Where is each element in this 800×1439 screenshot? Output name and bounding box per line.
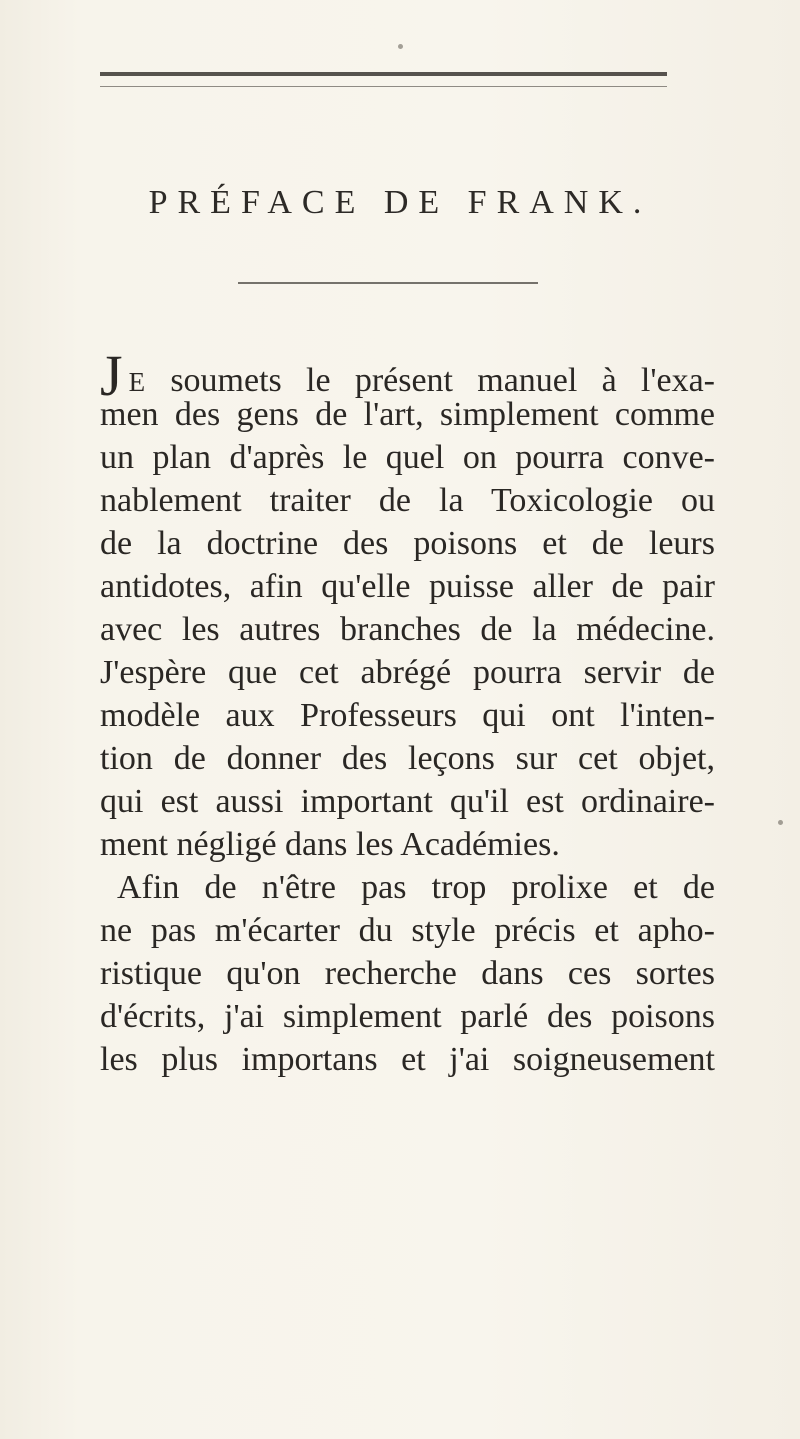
body-text [100,343,715,1081]
drop-cap: J [100,343,123,408]
text-line-10: tion de donner des leçons sur cet objet, [100,740,715,777]
text-line-4: nablement traiter de la Toxicologie ou [100,482,715,519]
text-line-13: Afin de n'être pas trop prolixe et de [117,869,715,906]
text-line-2: men des gens de l'art, simplement comme [100,396,715,433]
text-line-12: ment négligé dans les Académies. [100,826,560,863]
text-line-15: ristique qu'on recherche dans ces sortes [100,955,715,992]
first-word-smallcap: E [128,367,147,397]
chapter-title: PRÉFACE DE FRANK. [148,184,652,221]
text-line-5: de la doctrine des poisons et de leurs [100,525,715,562]
text-line-1-content: soumets le présent manuel à l'exa- [146,362,715,399]
text-line-14: ne pas m'écarter du style précis et apho- [100,912,715,949]
paper-speck [778,820,783,825]
header-rule-thick [100,72,667,76]
header-rule-thin [100,86,667,87]
text-line-11: qui est aussi important qu'il est ordinaire- [100,783,715,820]
text-line-1 [100,343,715,408]
text-line-17: les plus importans et j'ai soigneusement [100,1041,715,1078]
text-line-6: antidotes, afin qu'elle puisse aller de pair [100,568,715,605]
text-line-16: d'écrits, j'ai simplement parlé des poisons [100,998,715,1035]
text-line-9: modèle aux Professeurs qui ont l'inten- [100,697,715,734]
text-line-7: avec les autres branches de la médecine. [100,611,715,648]
text-line-8: J'espère que cet abrégé pourra servir de [100,654,715,691]
paper-speck [398,44,403,49]
text-line-3: un plan d'après le quel on pourra conve- [100,439,715,476]
title-separator-rule [238,282,538,284]
